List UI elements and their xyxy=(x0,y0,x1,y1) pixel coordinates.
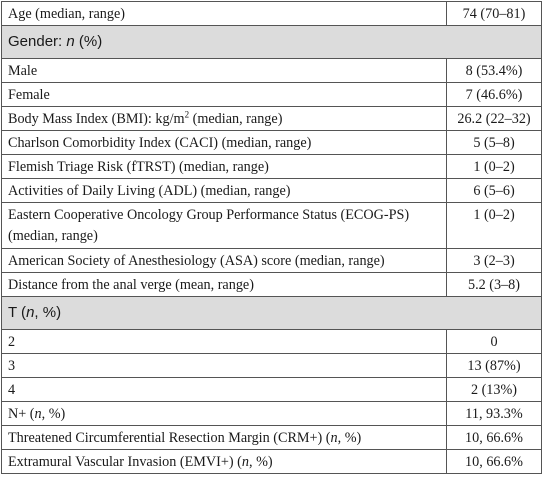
row-label: Age (median, range) xyxy=(2,2,447,26)
table-row xyxy=(2,203,542,249)
row-label: Activities of Daily Living (ADL) (median, range) xyxy=(2,179,447,203)
row-value: 6 (5–6) xyxy=(447,179,542,203)
row-label: Extramural Vascular Invasion (EMVI+) (n, %) xyxy=(2,450,447,474)
row-value: 0 xyxy=(447,330,542,354)
section-header-gender xyxy=(2,26,542,59)
row-label: Distance from the anal verge (mean, range) xyxy=(2,273,447,297)
table-row xyxy=(2,107,542,131)
row-label: 3 xyxy=(2,354,447,378)
row-label: N+ (n, %) xyxy=(2,402,447,426)
row-value: 11, 93.3% xyxy=(447,402,542,426)
section-title: Gender: n (%) xyxy=(2,26,542,59)
section-title: T (n, %) xyxy=(2,297,542,330)
row-value: 7 (46.6%) xyxy=(447,83,542,107)
table-row xyxy=(2,273,542,297)
row-label: Female xyxy=(2,83,447,107)
row-value: 5 (5–8) xyxy=(447,131,542,155)
table-row xyxy=(2,354,542,378)
table-row xyxy=(2,330,542,354)
row-value: 1 (0–2) xyxy=(447,155,542,179)
row-label: Body Mass Index (BMI): $kg/m^2$ (median, range) xyxy=(2,107,447,131)
row-value: 74 (70–81) xyxy=(447,2,542,26)
row-value: 1 (0–2) xyxy=(447,203,542,249)
table-row xyxy=(2,179,542,203)
row-value: 10, 66.6% xyxy=(447,450,542,474)
row-label: Charlson Comorbidity Index (CACI) (median, range) xyxy=(2,131,447,155)
row-label: 2 xyxy=(2,330,447,354)
table-row xyxy=(2,155,542,179)
row-label: Threatened Circumferential Resection Margin (CRM+) (n, %) xyxy=(2,426,447,450)
row-value: 5.2 (3–8) xyxy=(447,273,542,297)
row-label: Male xyxy=(2,59,447,83)
table-row xyxy=(2,59,542,83)
table-row xyxy=(2,402,542,426)
table-row xyxy=(2,83,542,107)
table-row xyxy=(2,378,542,402)
table-row xyxy=(2,450,542,474)
row-label: American Society of Anesthesiology (ASA) score (median, range) xyxy=(2,249,447,273)
table-row xyxy=(2,131,542,155)
table-row xyxy=(2,426,542,450)
row-label: Eastern Cooperative Oncology Group Performance Status (ECOG-PS) (median, range) xyxy=(2,203,447,249)
table-row xyxy=(2,249,542,273)
row-value: 8 (53.4%) xyxy=(447,59,542,83)
row-label: Flemish Triage Risk (fTRST) (median, range) xyxy=(2,155,447,179)
patient-characteristics-table xyxy=(1,1,542,474)
section-header-t-stage xyxy=(2,297,542,330)
row-value: 2 (13%) xyxy=(447,378,542,402)
row-label: 4 xyxy=(2,378,447,402)
row-value: 13 (87%) xyxy=(447,354,542,378)
row-value: 26.2 (22–32) xyxy=(447,107,542,131)
row-value: 3 (2–3) xyxy=(447,249,542,273)
table-row xyxy=(2,2,542,26)
row-value: 10, 66.6% xyxy=(447,426,542,450)
